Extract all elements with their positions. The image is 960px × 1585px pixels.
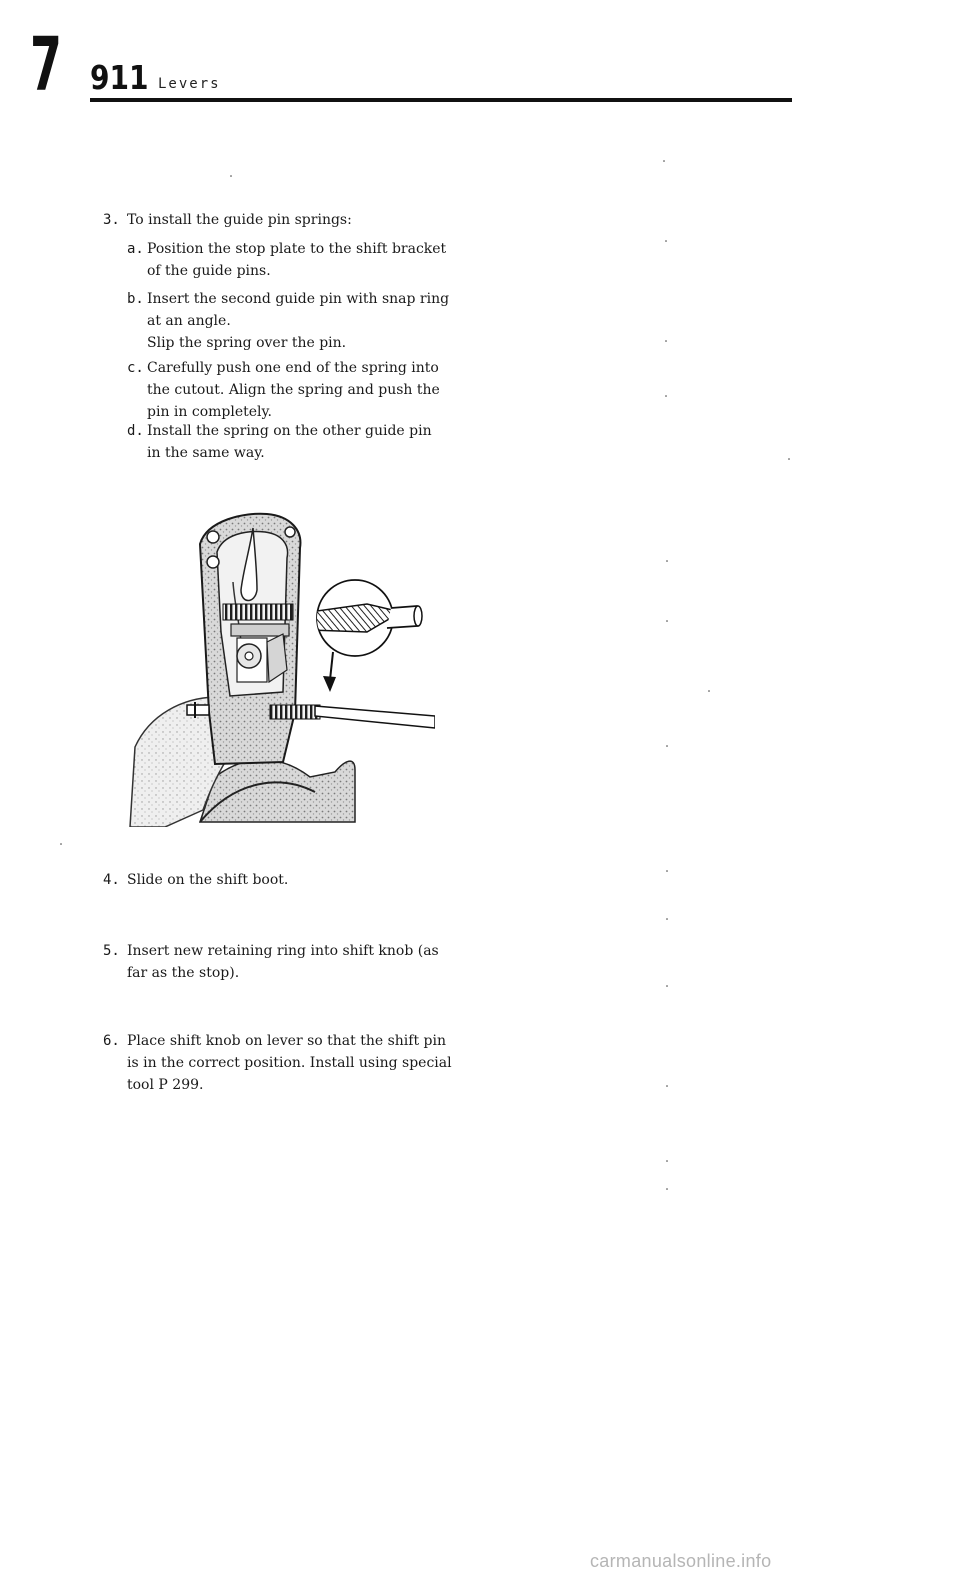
mount-hole: [285, 527, 295, 537]
substep-line: Install the spring on the other guide pin: [147, 423, 432, 439]
scan-speck: [666, 620, 668, 622]
step-line: Place shift knob on lever so that the shift pin: [127, 1033, 446, 1049]
substep-line: Insert the second guide pin with snap ring: [147, 291, 450, 307]
substep-c: [127, 357, 457, 423]
substep-d: [127, 420, 457, 464]
substep-marker: c.: [127, 360, 144, 376]
scan-speck: [663, 160, 665, 162]
guide-pin-spring-illustration: [105, 492, 435, 827]
scan-speck: [666, 985, 668, 987]
substep-marker: b.: [127, 291, 144, 307]
substep-line: the cutout. Align the spring and push the: [147, 382, 440, 398]
mount-hole: [207, 556, 219, 568]
scan-speck: [666, 918, 668, 920]
detail-magnifier: [310, 580, 422, 656]
scan-speck: [788, 458, 790, 460]
substep-line: at an angle.: [147, 313, 231, 329]
installed-spring: [223, 604, 293, 620]
scan-speck: [666, 745, 668, 747]
base-block: [200, 760, 355, 822]
substep-line: Position the stop plate to the shift bracket: [147, 241, 447, 257]
step-text: To install the guide pin springs:: [127, 212, 352, 228]
scan-speck: [666, 870, 668, 872]
scan-speck: [666, 560, 668, 562]
scan-speck: [230, 175, 232, 177]
step-line: tool P 299.: [127, 1077, 204, 1093]
step-3: [103, 209, 463, 231]
step-marker: 5.: [103, 943, 120, 959]
step-6: [103, 1030, 463, 1096]
step-5: [103, 940, 463, 984]
chapter-title: Levers: [158, 76, 221, 92]
step-marker: 3.: [103, 212, 120, 228]
step-line: far as the stop).: [127, 965, 240, 981]
scan-speck: [665, 240, 667, 242]
step-line: Insert new retaining ring into shift knob (as: [127, 943, 439, 959]
substep-line: Carefully push one end of the spring into: [147, 360, 439, 376]
substep-marker: d.: [127, 423, 144, 439]
step-line: is in the correct position. Install using special: [127, 1055, 452, 1071]
substep-a: [127, 238, 457, 282]
section-number: 7: [30, 22, 62, 108]
push-direction-arrow: [323, 652, 336, 692]
substep-line: in the same way.: [147, 445, 265, 461]
scan-speck: [666, 1160, 668, 1162]
guide-pin-spring: [270, 705, 320, 719]
scan-speck: [708, 690, 710, 692]
scan-speck: [665, 340, 667, 342]
substep-marker: a.: [127, 241, 144, 257]
scan-speck: [666, 1085, 668, 1087]
watermark: carmanualsonline.info: [590, 1551, 772, 1571]
screwdriver-shaft: [315, 706, 435, 728]
substep-line: Slip the spring over the pin.: [147, 335, 347, 351]
step-line: Slide on the shift boot.: [127, 872, 289, 888]
scan-speck: [60, 843, 62, 845]
stop-plate: [231, 624, 289, 636]
step-marker: 4.: [103, 872, 120, 888]
model-number: 911: [90, 58, 149, 97]
scan-speck: [665, 395, 667, 397]
step-marker: 6.: [103, 1033, 120, 1049]
step-4: [103, 869, 463, 891]
scan-speck: [666, 1188, 668, 1190]
guide-pin: [187, 705, 209, 715]
substep-b: [127, 288, 457, 354]
substep-line: of the guide pins.: [147, 263, 271, 279]
substep-line: pin in completely.: [147, 404, 273, 420]
mount-hole: [207, 531, 219, 543]
